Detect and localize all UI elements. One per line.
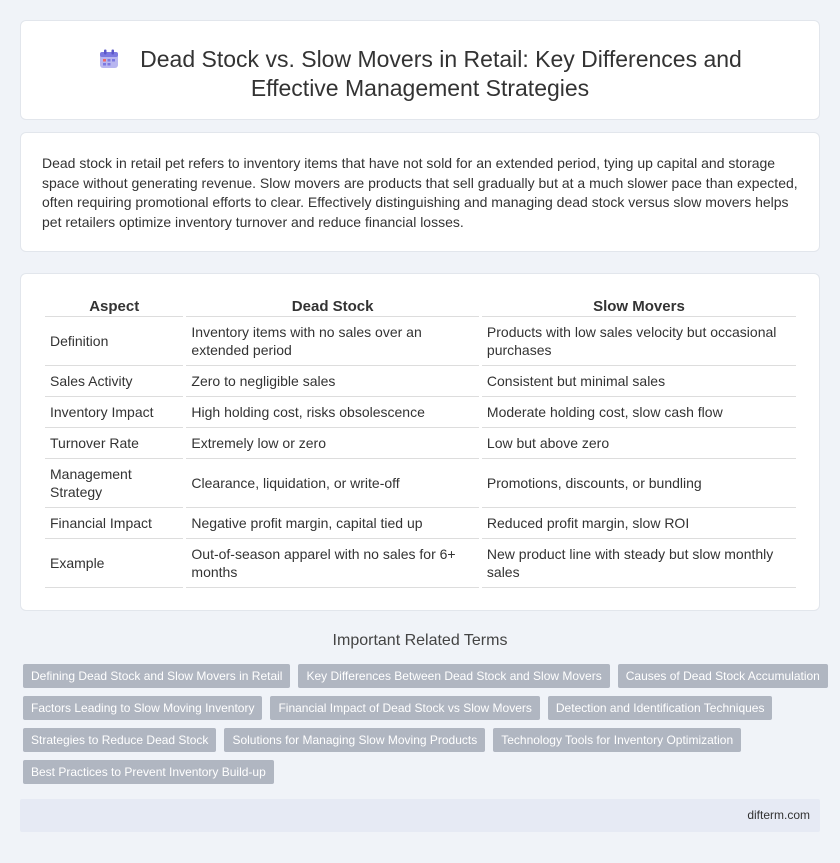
table-row	[45, 317, 796, 366]
table-row	[45, 366, 796, 397]
related-terms-title: Important Related Terms	[332, 632, 508, 649]
header-card	[20, 20, 820, 120]
row-dead-stock: Inventory items with no sales over an extended period	[186, 317, 479, 366]
page-title: Dead Stock vs. Slow Movers in Retail: Key Differences and Effective Management Strategies	[140, 46, 742, 101]
row-slow-movers: Reduced profit margin, slow ROI	[482, 508, 796, 539]
row-slow-movers: Products with low sales velocity but occasional purchases	[482, 317, 796, 366]
related-term-tag[interactable]: Technology Tools for Inventory Optimization	[493, 728, 741, 752]
row-dead-stock: Extremely low or zero	[186, 428, 479, 459]
related-term-tag[interactable]: Best Practices to Prevent Inventory Build-up	[23, 760, 274, 784]
header-slow-movers: Slow Movers	[482, 296, 796, 317]
tag-row	[23, 664, 823, 688]
table-row	[45, 508, 796, 539]
row-dead-stock: Out-of-season apparel with no sales for 6+ months	[186, 539, 479, 588]
tag-row	[23, 696, 823, 720]
table-header-row	[45, 296, 796, 317]
calendar-icon	[98, 48, 120, 70]
row-slow-movers: Low but above zero	[482, 428, 796, 459]
row-aspect: Turnover Rate	[45, 428, 183, 459]
row-slow-movers: Consistent but minimal sales	[482, 366, 796, 397]
table-row	[45, 459, 796, 508]
footer	[20, 799, 820, 832]
row-aspect: Sales Activity	[45, 366, 183, 397]
related-term-tag[interactable]: Detection and Identification Techniques	[548, 696, 773, 720]
row-slow-movers: Promotions, discounts, or bundling	[482, 459, 796, 508]
table-row	[45, 428, 796, 459]
header-dead-stock: Dead Stock	[186, 296, 479, 317]
row-aspect: Example	[45, 539, 183, 588]
row-dead-stock: Zero to negligible sales	[186, 366, 479, 397]
related-term-tag[interactable]: Defining Dead Stock and Slow Movers in Retail	[23, 664, 290, 688]
comparison-card	[20, 273, 820, 611]
intro-card	[20, 132, 820, 252]
table-row	[45, 397, 796, 428]
row-slow-movers: New product line with steady but slow monthly sales	[482, 539, 796, 588]
related-term-tag[interactable]: Causes of Dead Stock Accumulation	[618, 664, 828, 688]
row-aspect: Management Strategy	[45, 459, 183, 508]
page-title-wrap	[21, 45, 819, 103]
row-dead-stock: High holding cost, risks obsolescence	[186, 397, 479, 428]
footer-site-link[interactable]: difterm.com	[747, 808, 810, 822]
table-row	[45, 539, 796, 588]
row-dead-stock: Clearance, liquidation, or write-off	[186, 459, 479, 508]
row-aspect: Financial Impact	[45, 508, 183, 539]
row-dead-stock: Negative profit margin, capital tied up	[186, 508, 479, 539]
row-slow-movers: Moderate holding cost, slow cash flow	[482, 397, 796, 428]
related-term-tag[interactable]: Financial Impact of Dead Stock vs Slow Movers	[270, 696, 539, 720]
row-aspect: Inventory Impact	[45, 397, 183, 428]
header-aspect: Aspect	[45, 296, 183, 317]
related-term-tag[interactable]: Strategies to Reduce Dead Stock	[23, 728, 216, 752]
intro-paragraph: Dead stock in retail pet refers to inventory items that have not sold for an extended period, tying up capital and storage space without generating revenue. Slow movers are products that sell gradually but at a much slower pace than expected, often requiring promotional efforts to clear. Effectively distinguishing and managing dead stock versus slow movers helps pet retailers optimize inventory turnover and reduce financial losses.	[42, 155, 798, 230]
tag-row	[23, 760, 823, 784]
related-terms-list	[23, 664, 823, 792]
tag-row	[23, 728, 823, 752]
comparison-table	[42, 296, 799, 588]
related-term-tag[interactable]: Factors Leading to Slow Moving Inventory	[23, 696, 262, 720]
related-term-tag[interactable]: Solutions for Managing Slow Moving Products	[224, 728, 485, 752]
row-aspect: Definition	[45, 317, 183, 366]
related-term-tag[interactable]: Key Differences Between Dead Stock and Slow Movers	[298, 664, 609, 688]
